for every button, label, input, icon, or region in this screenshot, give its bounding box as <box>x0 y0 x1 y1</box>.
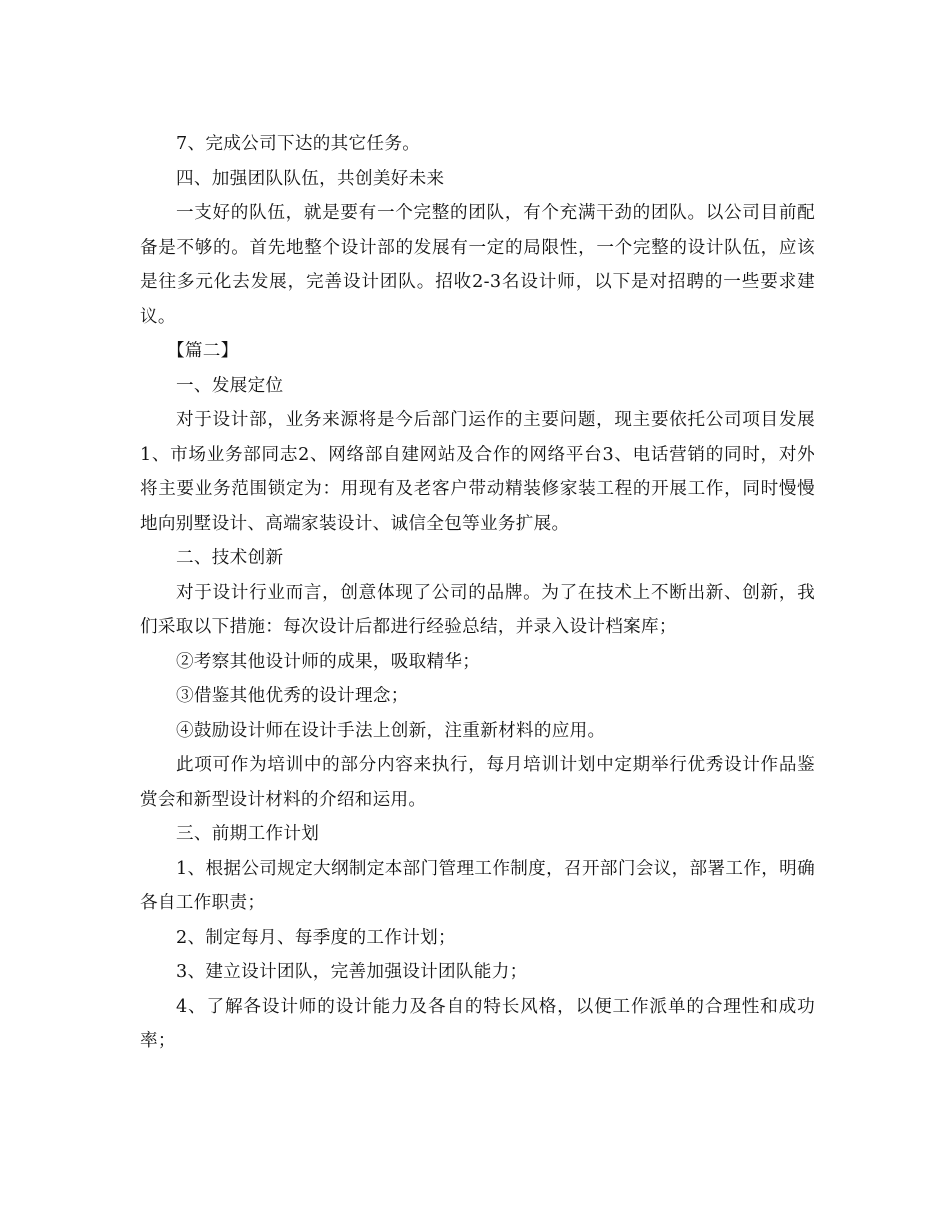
plan-item-2: 2、制定每月、每季度的工作计划； <box>176 927 456 948</box>
piece-heading-two: 【篇二】 <box>167 341 239 361</box>
section-heading-positioning: 一、发展定位 <box>176 375 284 396</box>
plan-item-4: 4、了解各设计师的设计能力及各自的特长风格，以便工作派单的合理性和成功率； <box>140 996 815 1051</box>
paragraph-innovation: 对于设计行业而言，创意体现了公司的品牌。为了在技术上不断出新、创新，我们采取以下措施：每次设计后都进行经验总结，并录入设计档案库； <box>140 582 815 637</box>
section-heading-plan: 三、前期工作计划 <box>176 824 320 844</box>
list-item-2: ②考察其他设计师的成果，吸取精华； <box>176 651 481 672</box>
paragraph-training: 此项可作为培训中的部分内容来执行，每月培训计划中定期举行优秀设计作品鉴赏会和新型设计材料的介绍和运用。 <box>140 755 815 810</box>
plan-item-1: 1、根据公司规定大纲制定本部门管理工作制度，召开部门会议，部署工作，明确各自工作职责； <box>140 858 815 913</box>
paragraph-positioning: 对于设计部，业务来源将是今后部门运作的主要问题，现主要依托公司项目发展1、市场业务部同志2、网络部自建网站及合作的网络平台3、电话营销的同时，对外将主要业务范围锁定为：用现有及老客户带动精装修家装工程的开展工作，同时慢慢地向别墅设计、高端家装设计、诚信全包等业务扩展。 <box>140 410 815 534</box>
list-item-4: ④鼓励设计师在设计手法上创新，注重新材料的应用。 <box>176 720 606 741</box>
list-item-3: ③借鉴其他优秀的设计理念； <box>176 686 409 706</box>
plan-item-3: 3、建立设计团队，完善加强设计团队能力； <box>176 962 528 982</box>
section-heading-team: 四、加强团队队伍，共创美好未来 <box>176 168 445 189</box>
document-body <box>140 127 815 1059</box>
section-heading-innovation: 二、技术创新 <box>176 548 284 568</box>
paragraph-team: 一支好的队伍，就是要有一个完整的团队，有个充满干劲的团队。以公司目前配备是不够的。首先地整个设计部的发展有一定的局限性，一个完整的设计队伍，应该是往多元化去发展，完善设计团队。招收2-3名设计师，以下是对招聘的一些要求建议。 <box>140 203 815 327</box>
paragraph-task-7: 7、完成公司下达的其它任务。 <box>176 134 421 154</box>
